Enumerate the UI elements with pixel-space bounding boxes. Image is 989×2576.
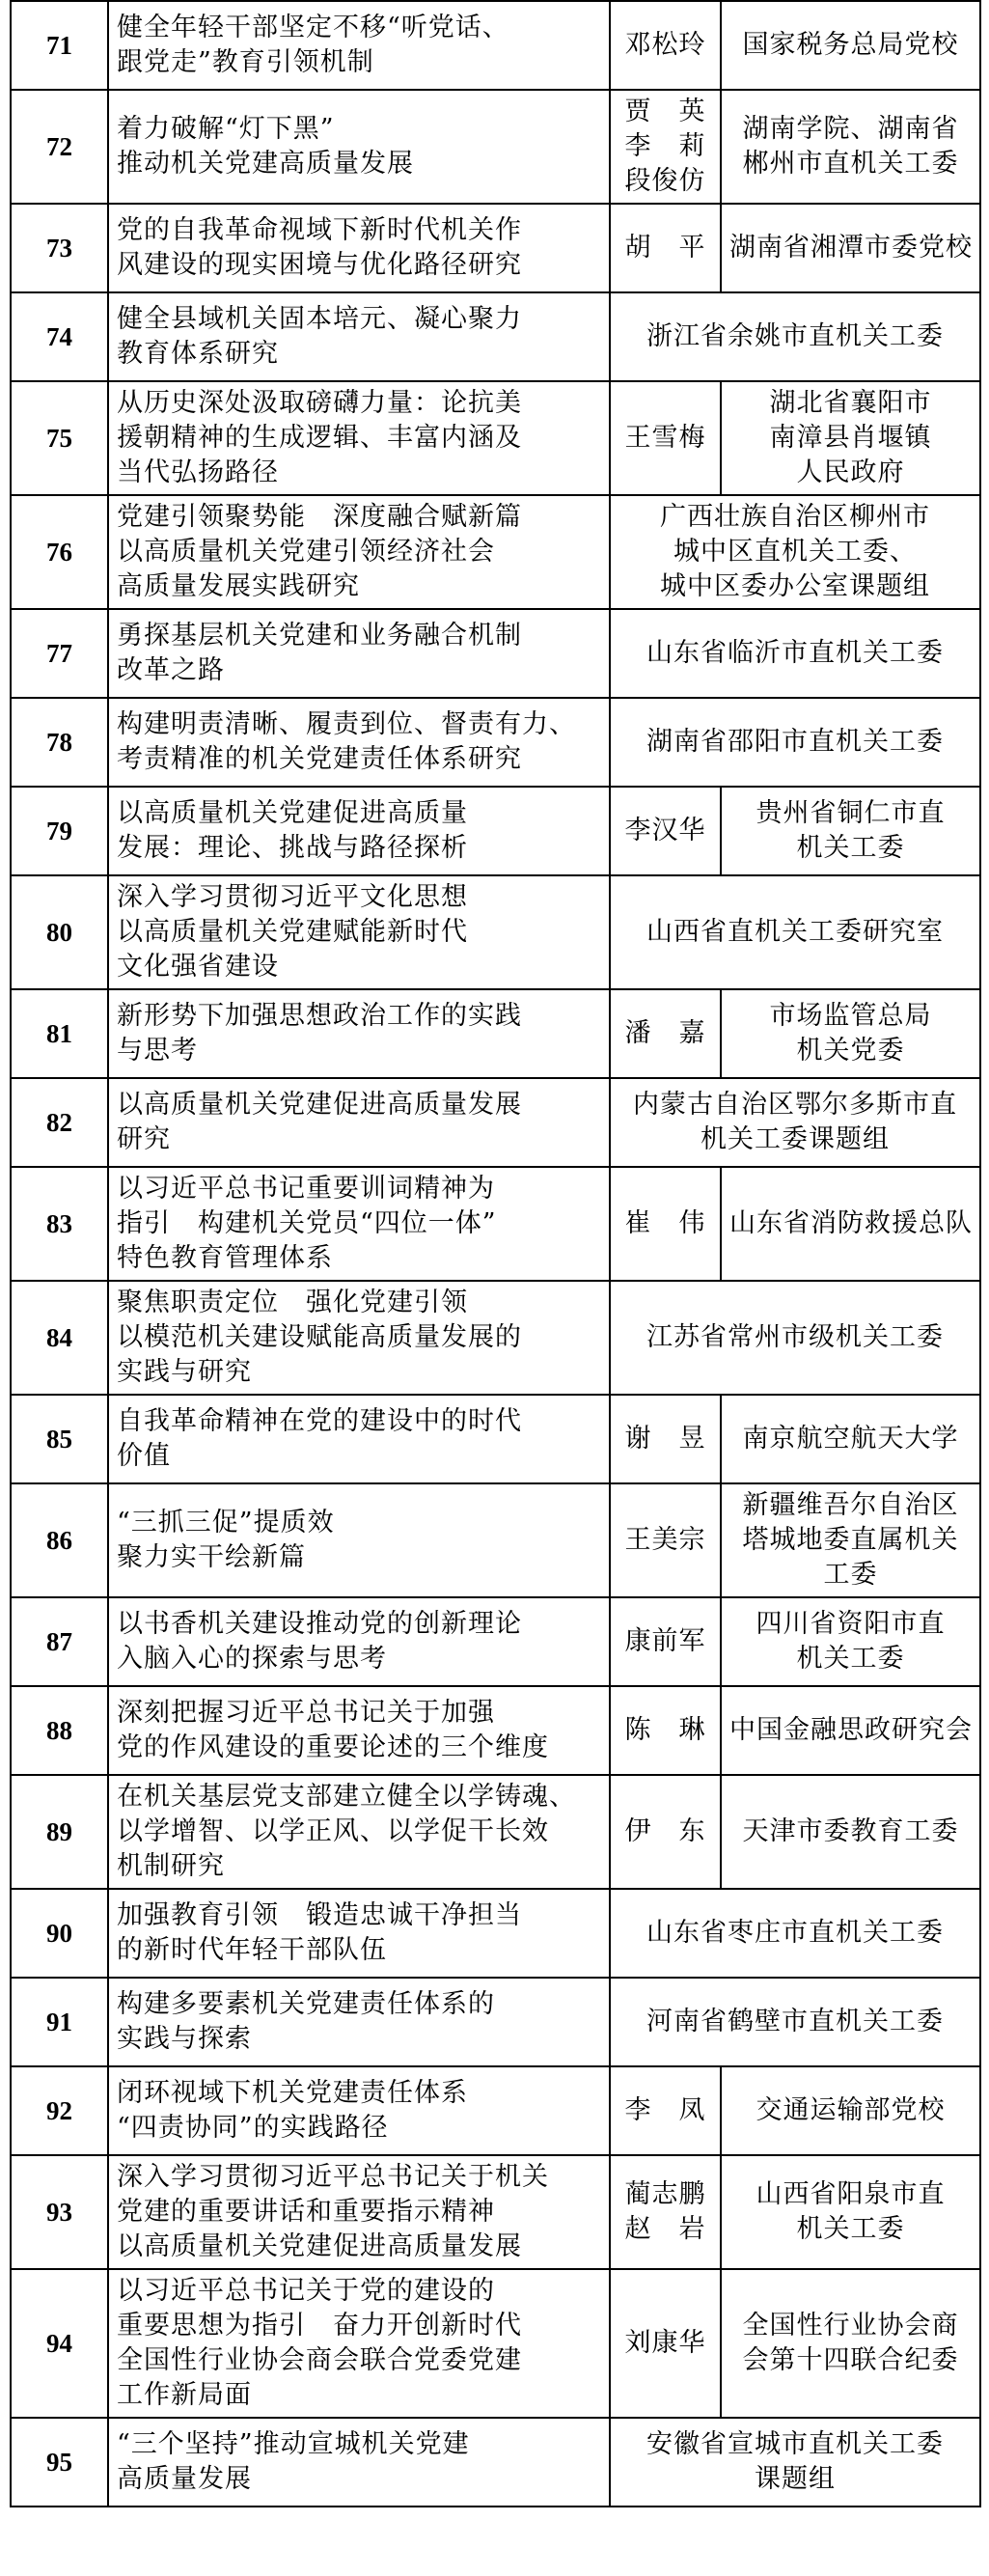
topic-title (108, 1395, 610, 1483)
row-number: 83 (11, 1167, 108, 1281)
organization-cell (721, 2066, 980, 2155)
author-name: 段俊仿 (624, 166, 706, 196)
topic-title-line: 以习近平总书记重要训词精神为 (117, 1174, 495, 1204)
author-name: 谢 昱 (624, 1424, 706, 1454)
organization-name: 南漳县肖堰镇 (769, 423, 932, 453)
organization-name: 南京航空航天大学 (742, 1424, 959, 1454)
topic-title-line: 着力破解“灯下黑” (117, 114, 335, 144)
organization-cell (721, 1167, 980, 1281)
organization-cell (610, 1978, 980, 2066)
organization-name: 山东省枣庄市直机关工委 (646, 1918, 944, 1948)
organization-name: 四川省资阳市直 (755, 1609, 946, 1639)
organization-name: 湖南省邵阳市直机关工委 (646, 727, 944, 757)
organization-name: 湖北省襄阳市 (769, 388, 932, 418)
organization-cell (610, 1078, 980, 1167)
row-number: 80 (11, 875, 108, 989)
topic-title-line: 闭环视域下机关党建责任体系 (117, 2078, 468, 2108)
row-number: 90 (11, 1889, 108, 1978)
organization-name: 贵州省铜仁市直 (755, 798, 946, 828)
table-body (11, 1, 980, 2507)
topic-title-line: 与思考 (117, 1036, 198, 1066)
organization-name: 机关工委 (796, 2214, 905, 2244)
organization-name: 机关党委 (796, 1036, 905, 1066)
topic-title (108, 2269, 610, 2418)
topic-title-line: 以习近平总书记关于党的建设的 (117, 2276, 495, 2306)
organization-cell (610, 292, 980, 381)
topic-title-line: 党的自我革命视域下新时代机关作 (117, 215, 522, 245)
author-name: 李汉华 (624, 816, 706, 845)
topic-title-line: 实践与研究 (117, 1357, 252, 1387)
row-number: 86 (11, 1483, 108, 1597)
row-number: 91 (11, 1978, 108, 2066)
topic-title-line: 指引 构建机关党员“四位一体” (117, 1208, 497, 1238)
table-row (11, 204, 980, 292)
topic-title (108, 875, 610, 989)
organization-cell (721, 2155, 980, 2269)
organization-name: 山东省消防救援总队 (729, 1208, 973, 1238)
author-cell (610, 381, 721, 495)
topic-title-line: 以模范机关建设赋能高质量发展的 (117, 1322, 522, 1352)
topic-title-line: 构建多要素机关党建责任体系的 (117, 1989, 495, 2019)
table-row (11, 1167, 980, 1281)
topic-title-line: 以高质量机关党建促进高质量发展 (117, 2231, 522, 2261)
row-number: 81 (11, 989, 108, 1078)
topic-title (108, 1978, 610, 2066)
table-row (11, 1483, 980, 1597)
author-cell (610, 1686, 721, 1775)
row-number: 74 (11, 292, 108, 381)
organization-cell (721, 1, 980, 90)
author-name: 潘 嘉 (624, 1018, 706, 1048)
table-row (11, 609, 980, 698)
organization-cell (610, 495, 980, 609)
topic-title-line: 教育体系研究 (117, 339, 279, 369)
organization-cell (721, 2269, 980, 2418)
author-cell (610, 2155, 721, 2269)
topic-title-line: 深刻把握习近平总书记关于加强 (117, 1698, 495, 1728)
topic-title-line: “三个坚持”推动宣城机关党建 (117, 2429, 470, 2459)
topic-title (108, 2066, 610, 2155)
table-row (11, 1686, 980, 1775)
topic-title-line: 以高质量机关党建引领经济社会 (117, 537, 495, 567)
organization-name: 塔城地委直属机关 (742, 1525, 959, 1555)
table-row (11, 1, 980, 90)
topic-title-line: 全国性行业协会商会联合党委党建 (117, 2345, 522, 2375)
organization-cell (721, 1775, 980, 1889)
table-row (11, 2418, 980, 2507)
topic-title-line: 高质量发展 (117, 2464, 252, 2494)
author-cell (610, 989, 721, 1078)
topic-title (108, 989, 610, 1078)
topic-title (108, 1, 610, 90)
row-number: 93 (11, 2155, 108, 2269)
organization-name: 城中区直机关工委、 (673, 537, 917, 567)
topic-title-line: 特色教育管理体系 (117, 1243, 333, 1273)
topic-title-line: 文化强省建设 (117, 952, 279, 982)
organization-cell (721, 90, 980, 204)
row-number: 78 (11, 698, 108, 787)
topic-title (108, 90, 610, 204)
organization-name: 市场监管总局 (769, 1001, 932, 1031)
topic-title-line: 工作新局面 (117, 2380, 252, 2410)
topic-title-line: 以书香机关建设推动党的创新理论 (117, 1609, 522, 1639)
organization-name: 人民政府 (796, 457, 905, 487)
author-name: 胡 平 (624, 233, 706, 263)
topic-title-line: 构建明责清晰、履责到位、督责有力、 (117, 709, 576, 739)
topic-title (108, 1281, 610, 1395)
author-name: 李 莉 (624, 131, 706, 161)
topic-title-line: 以高质量机关党建促进高质量发展 (117, 1090, 522, 1120)
author-name: 蔺志鹏 (624, 2179, 706, 2209)
row-number: 87 (11, 1597, 108, 1686)
row-number: 72 (11, 90, 108, 204)
row-number: 73 (11, 204, 108, 292)
table-row (11, 1889, 980, 1978)
table-row (11, 698, 980, 787)
author-name: 王美宗 (624, 1525, 706, 1555)
table-row (11, 2269, 980, 2418)
organization-name: 中国金融思政研究会 (729, 1715, 973, 1745)
table-row (11, 2066, 980, 2155)
organization-cell (721, 381, 980, 495)
topic-title-line: 深入学习贯彻习近平总书记关于机关 (117, 2162, 549, 2192)
table-row (11, 1775, 980, 1889)
organization-cell (610, 2418, 980, 2507)
organization-cell (721, 989, 980, 1078)
author-name: 邓松玲 (624, 30, 706, 60)
topic-title-line: 深入学习贯彻习近平文化思想 (117, 882, 468, 912)
author-name: 李 凤 (624, 2095, 706, 2125)
organization-name: 内蒙古自治区鄂尔多斯市直 (633, 1090, 957, 1120)
author-name: 贾 英 (624, 97, 706, 126)
author-cell (610, 1167, 721, 1281)
organization-cell (610, 1281, 980, 1395)
table-row (11, 1395, 980, 1483)
organization-name: 山西省直机关工委研究室 (646, 917, 944, 947)
organization-name: 工委 (823, 1560, 878, 1590)
table-row (11, 381, 980, 495)
organization-name: 国家税务总局党校 (742, 30, 959, 60)
organization-cell (610, 875, 980, 989)
row-number: 79 (11, 787, 108, 875)
organization-name: 湖南学院、湖南省 (742, 114, 959, 144)
organization-name: 交通运输部党校 (755, 2095, 946, 2125)
author-name: 伊 东 (624, 1816, 706, 1846)
topic-title (108, 2155, 610, 2269)
topic-title-line: 在机关基层党支部建立健全以学铸魂、 (117, 1782, 576, 1812)
topic-title-line: 机制研究 (117, 1851, 225, 1881)
topic-title (108, 698, 610, 787)
topic-title-line: 党建引领聚势能 深度融合赋新篇 (117, 502, 522, 532)
topic-title-line: 党的作风建设的重要论述的三个维度 (117, 1732, 549, 1762)
author-cell (610, 2269, 721, 2418)
topic-title (108, 495, 610, 609)
organization-name: 山东省临沂市直机关工委 (646, 638, 944, 668)
organization-name: 新疆维吾尔自治区 (742, 1490, 959, 1520)
topic-title-line: 研究 (117, 1124, 171, 1154)
topic-title-line: 自我革命精神在党的建设中的时代 (117, 1406, 522, 1436)
topic-title-line: “四责协同”的实践路径 (117, 2113, 389, 2143)
topic-title-line: 的新时代年轻干部队伍 (117, 1935, 387, 1965)
topic-title (108, 1775, 610, 1889)
topic-title (108, 381, 610, 495)
organization-name: 安徽省宣城市直机关工委 (646, 2429, 944, 2459)
organization-name: 全国性行业协会商 (742, 2311, 959, 2341)
row-number: 82 (11, 1078, 108, 1167)
topic-title-line: 当代弘扬路径 (117, 457, 279, 487)
topic-title-line: 党建的重要讲话和重要指示精神 (117, 2197, 495, 2227)
topic-title (108, 1597, 610, 1686)
organization-cell (721, 1597, 980, 1686)
row-number: 92 (11, 2066, 108, 2155)
table-row (11, 787, 980, 875)
author-cell (610, 1, 721, 90)
topic-title-line: 健全年轻干部坚定不移“听党话、 (117, 13, 509, 42)
author-name: 赵 岩 (624, 2214, 706, 2244)
topic-title-line: 实践与探索 (117, 2024, 252, 2054)
author-name: 康前军 (624, 1626, 706, 1656)
topic-title (108, 2418, 610, 2507)
author-cell (610, 787, 721, 875)
organization-name: 山西省阳泉市直 (755, 2179, 946, 2209)
organization-name: 课题组 (755, 2464, 836, 2494)
organization-cell (721, 1395, 980, 1483)
author-name: 王雪梅 (624, 423, 706, 453)
table-row (11, 875, 980, 989)
topic-title (108, 1889, 610, 1978)
topic-title (108, 1483, 610, 1597)
row-number: 71 (11, 1, 108, 90)
row-number: 89 (11, 1775, 108, 1889)
topic-title (108, 787, 610, 875)
topic-title (108, 292, 610, 381)
topic-title-line: 高质量发展实践研究 (117, 571, 360, 601)
organization-cell (610, 1889, 980, 1978)
table-row (11, 1978, 980, 2066)
results-table (10, 0, 981, 2507)
topic-title-line: 考责精准的机关党建责任体系研究 (117, 744, 522, 774)
table-row (11, 90, 980, 204)
author-name: 刘康华 (624, 2328, 706, 2358)
organization-name: 广西壮族自治区柳州市 (660, 502, 930, 532)
row-number: 85 (11, 1395, 108, 1483)
table-row (11, 989, 980, 1078)
table-row (11, 1281, 980, 1395)
topic-title-line: 价值 (117, 1441, 171, 1471)
topic-title (108, 204, 610, 292)
organization-name: 江苏省常州市级机关工委 (646, 1322, 944, 1352)
organization-name: 城中区委办公室课题组 (660, 571, 930, 601)
row-number: 77 (11, 609, 108, 698)
organization-name: 郴州市直机关工委 (742, 149, 959, 179)
author-cell (610, 1483, 721, 1597)
topic-title-line: 推动机关党建高质量发展 (117, 149, 414, 179)
row-number: 95 (11, 2418, 108, 2507)
table-row (11, 2155, 980, 2269)
organization-name: 湖南省湘潭市委党校 (729, 233, 973, 263)
author-cell (610, 2066, 721, 2155)
author-name: 陈 琳 (624, 1715, 706, 1745)
topic-title-line: 重要思想为指引 奋力开创新时代 (117, 2311, 522, 2341)
author-cell (610, 1597, 721, 1686)
topic-title-line: 从历史深处汲取磅礴力量：论抗美 (117, 388, 522, 418)
author-cell (610, 1775, 721, 1889)
topic-title-line: 以高质量机关党建赋能新时代 (117, 917, 468, 947)
topic-title-line: 聚焦职责定位 强化党建引领 (117, 1288, 468, 1317)
topic-title-line: 新形势下加强思想政治工作的实践 (117, 1001, 522, 1031)
organization-name: 河南省鹤壁市直机关工委 (646, 2007, 944, 2036)
topic-title-line: “三抓三促”提质效 (117, 1508, 335, 1537)
topic-title-line: 以高质量机关党建促进高质量 (117, 798, 468, 828)
table-row (11, 292, 980, 381)
topic-title-line: 援朝精神的生成逻辑、丰富内涵及 (117, 423, 522, 453)
topic-title-line: 健全县域机关固本培元、凝心聚力 (117, 304, 522, 334)
row-number: 84 (11, 1281, 108, 1395)
topic-title-line: 改革之路 (117, 655, 225, 685)
organization-name: 浙江省余姚市直机关工委 (646, 321, 944, 351)
topic-title-line: 勇探基层机关党建和业务融合机制 (117, 621, 522, 651)
author-cell (610, 1395, 721, 1483)
organization-name: 会第十四联合纪委 (742, 2345, 959, 2375)
topic-title (108, 1686, 610, 1775)
topic-title-line: 聚力实干绘新篇 (117, 1542, 306, 1572)
organization-cell (721, 787, 980, 875)
organization-cell (721, 1686, 980, 1775)
topic-title (108, 1167, 610, 1281)
topic-title-line: 加强教育引领 锻造忠诚干净担当 (117, 1900, 522, 1930)
organization-name: 天津市委教育工委 (742, 1816, 959, 1846)
table-row (11, 1078, 980, 1167)
topic-title-line: 跟党走”教育引领机制 (117, 47, 374, 77)
topic-title-line: 入脑入心的探索与思考 (117, 1644, 387, 1674)
organization-name: 机关工委 (796, 833, 905, 863)
author-cell (610, 204, 721, 292)
organization-cell (610, 609, 980, 698)
row-number: 88 (11, 1686, 108, 1775)
topic-title (108, 1078, 610, 1167)
author-name: 崔 伟 (624, 1208, 706, 1238)
topic-title-line: 发展：理论、挑战与路径探析 (117, 833, 468, 863)
organization-name: 机关工委课题组 (701, 1124, 890, 1154)
organization-cell (721, 204, 980, 292)
author-cell (610, 90, 721, 204)
organization-cell (721, 1483, 980, 1597)
topic-title-line: 风建设的现实困境与优化路径研究 (117, 250, 522, 280)
organization-cell (610, 698, 980, 787)
row-number: 76 (11, 495, 108, 609)
topic-title-line: 以学增智、以学正风、以学促干长效 (117, 1816, 549, 1846)
row-number: 94 (11, 2269, 108, 2418)
topic-title (108, 609, 610, 698)
table-row (11, 495, 980, 609)
organization-name: 机关工委 (796, 1644, 905, 1674)
table-row (11, 1597, 980, 1686)
row-number: 75 (11, 381, 108, 495)
